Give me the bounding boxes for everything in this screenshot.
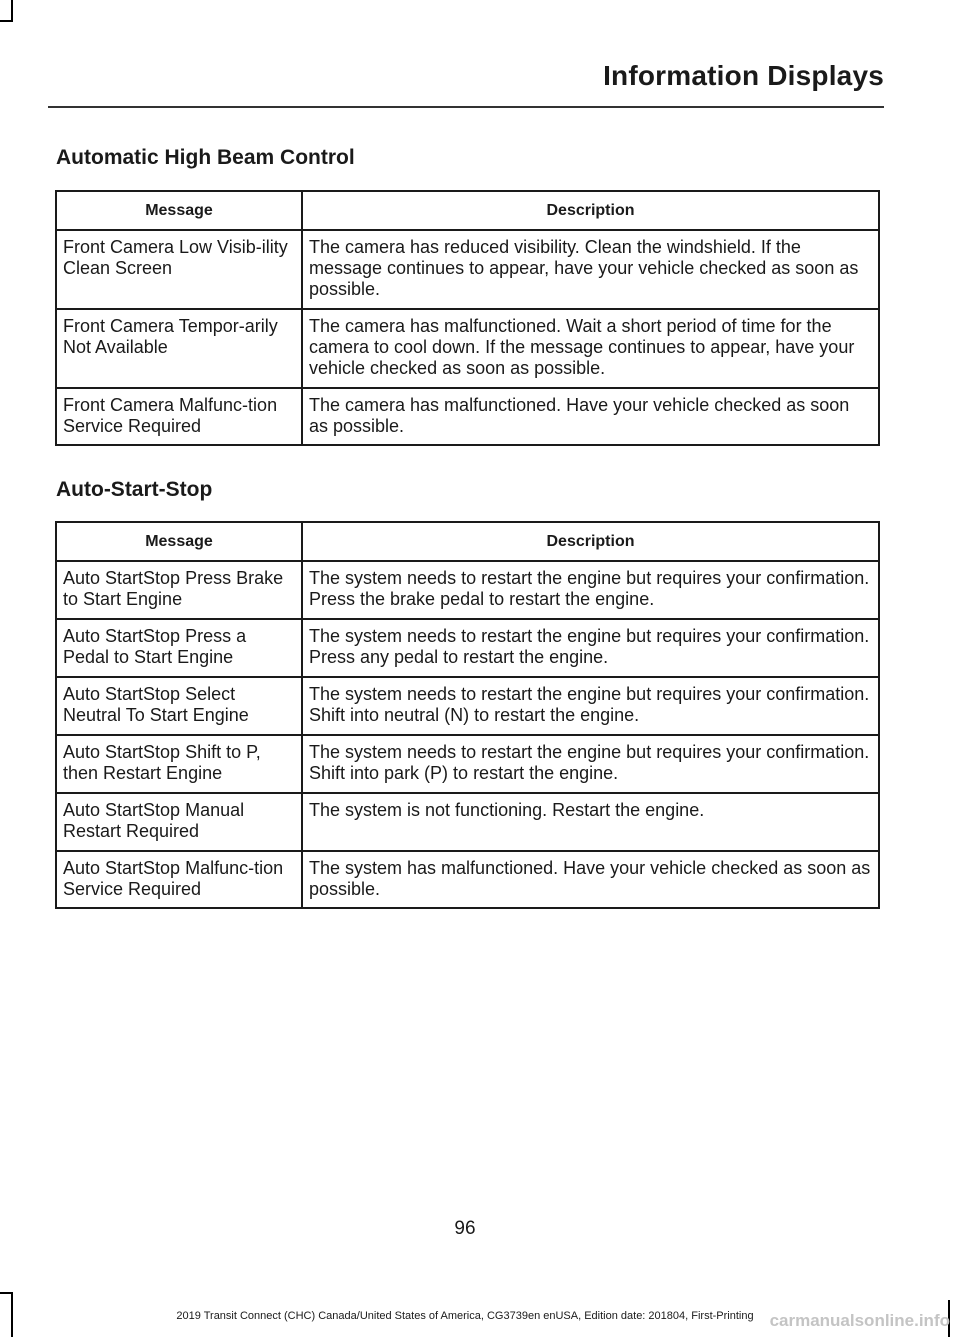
table-row: [56, 230, 879, 309]
table-header-row: [56, 522, 879, 561]
table-row: [56, 561, 879, 619]
message-cell: Auto StartStop Malfunc-tion Service Required: [56, 851, 302, 908]
high-beam-messages-table: [55, 190, 880, 446]
table-row: [56, 309, 879, 388]
table-row: [56, 619, 879, 677]
table-row: [56, 793, 879, 851]
message-cell: Auto StartStop Shift to P, then Restart Engine: [56, 735, 302, 793]
message-cell: Front Camera Low Visib-ility Clean Screen: [56, 230, 302, 309]
header-divider: [48, 106, 884, 108]
table-row: [56, 677, 879, 735]
description-cell: The system needs to restart the engine but requires your confirmation. Press any pedal to restart the engine.: [302, 619, 879, 677]
message-cell: Auto StartStop Manual Restart Required: [56, 793, 302, 851]
description-cell: The system has malfunctioned. Have your vehicle checked as soon as possible.: [302, 851, 879, 908]
message-cell: Front Camera Malfunc-tion Service Required: [56, 388, 302, 445]
section-title-auto-start-stop: Auto-Start-Stop: [56, 478, 213, 501]
crop-mark-bottom-left-horizontal: [0, 1292, 13, 1294]
message-cell: Auto StartStop Press a Pedal to Start Engine: [56, 619, 302, 677]
auto-start-stop-messages-table: [55, 521, 880, 909]
column-header-description: Description: [302, 191, 879, 230]
message-cell: Auto StartStop Select Neutral To Start Engine: [56, 677, 302, 735]
table-row: [56, 851, 879, 908]
page-number: 96: [454, 1218, 476, 1239]
page-title: Information Displays: [603, 60, 884, 91]
description-cell: The camera has reduced visibility. Clean the windshield. If the message continues to appear, have your vehicle checked as soon as possible.: [302, 230, 879, 309]
footer-edition-info: 2019 Transit Connect (CHC) Canada/United States of America, CG3739en enUSA, Edition date: 201804, First-Printing: [176, 1310, 754, 1322]
description-cell: The camera has malfunctioned. Have your vehicle checked as soon as possible.: [302, 388, 879, 445]
description-cell: The system needs to restart the engine but requires your confirmation. Shift into neutral (N) to restart the engine.: [302, 677, 879, 735]
description-cell: The camera has malfunctioned. Wait a short period of time for the camera to cool down. If the message continues to appear, have your vehicle checked as soon as possible.: [302, 309, 879, 388]
message-cell: Front Camera Tempor-arily Not Available: [56, 309, 302, 388]
column-header-description: Description: [302, 522, 879, 561]
description-cell: The system is not functioning. Restart the engine.: [302, 793, 879, 851]
crop-mark-top-left-horizontal: [0, 20, 13, 22]
table-row: [56, 735, 879, 793]
watermark: carmanualsonline.info: [769, 1311, 950, 1330]
description-cell: The system needs to restart the engine but requires your confirmation. Press the brake pedal to restart the engine.: [302, 561, 879, 619]
crop-mark-top-left-vertical: [11, 0, 13, 20]
table-row: [56, 388, 879, 445]
column-header-message: Message: [56, 191, 302, 230]
message-cell: Auto StartStop Press Brake to Start Engine: [56, 561, 302, 619]
column-header-message: Message: [56, 522, 302, 561]
description-cell: The system needs to restart the engine but requires your confirmation. Shift into park (P) to restart the engine.: [302, 735, 879, 793]
table-header-row: [56, 191, 879, 230]
section-title-automatic-high-beam-control: Automatic High Beam Control: [56, 146, 355, 169]
